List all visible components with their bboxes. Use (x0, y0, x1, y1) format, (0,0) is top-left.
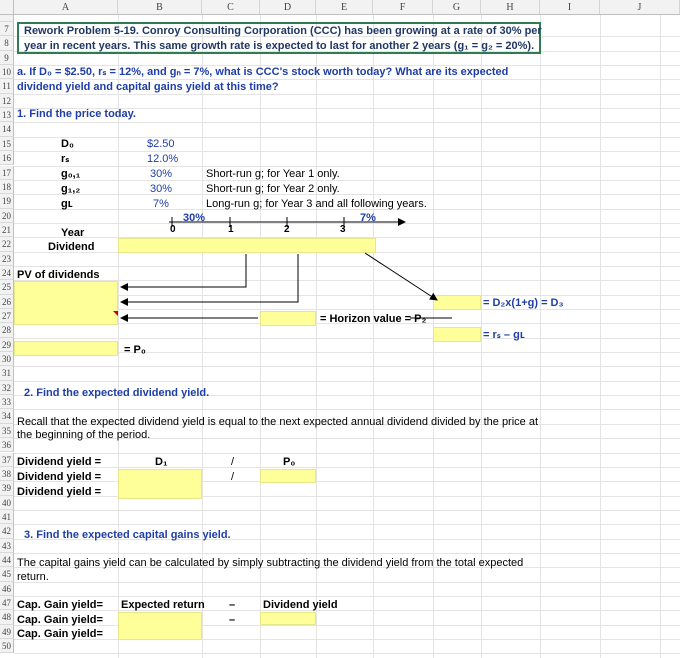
row-header[interactable]: 43 (0, 539, 14, 553)
input-label-gl: gʟ (61, 198, 73, 210)
row-header[interactable]: 45 (0, 567, 14, 581)
cap-gain-minus-2: – (229, 614, 236, 626)
input-value-d0[interactable]: $2.50 (147, 138, 175, 150)
section-2-text-1: Recall that the expected dividend yield is equal to the next expected annual dividend divided by the price at (17, 416, 539, 428)
row-header[interactable]: 32 (0, 381, 14, 395)
column-header-i[interactable]: I (540, 0, 600, 15)
row-header[interactable]: 26 (0, 295, 14, 309)
row-header[interactable]: 14 (0, 122, 14, 136)
input-label-d0: D₀ (61, 138, 74, 150)
input-value-g12[interactable]: 30% (150, 183, 173, 195)
row-header[interactable]: 17 (0, 166, 14, 180)
row-header[interactable]: 21 (0, 223, 14, 237)
dividend-yield-p0: P₀ (283, 456, 296, 468)
column-header-g[interactable]: G (433, 0, 481, 15)
row-header[interactable]: 28 (0, 323, 14, 337)
row-header[interactable]: 35 (0, 424, 14, 438)
row-header[interactable]: 38 (0, 467, 14, 481)
dividend-yield-d1: D₁ (155, 456, 168, 468)
row-header[interactable]: 8 (0, 36, 14, 50)
row-header[interactable]: 29 (0, 338, 14, 352)
price-label: = P₀ (124, 344, 146, 356)
column-header-b[interactable]: B (118, 0, 202, 15)
input-note-g12: Short-run g; for Year 2 only. (206, 183, 340, 195)
row-header[interactable]: 46 (0, 582, 14, 596)
row-header[interactable]: 15 (0, 137, 14, 151)
column-header-f[interactable]: F (373, 0, 433, 15)
timeline-year-3: 3 (340, 224, 346, 235)
pv-dividends-label: PV of dividends (17, 269, 100, 281)
cap-gain-label-2: Cap. Gain yield= (17, 614, 103, 626)
row-header[interactable]: 34 (0, 409, 14, 423)
input-label-g12: g₁,₂ (61, 183, 81, 195)
question-a-line-2: dividend yield and capital gains yield at this time? (17, 81, 279, 93)
row-header[interactable]: 27 (0, 309, 14, 323)
input-value-gl[interactable]: 7% (153, 198, 169, 210)
row-header[interactable]: 24 (0, 266, 14, 280)
cap-gain-label-3: Cap. Gain yield= (17, 628, 103, 640)
timeline-dividend-label: Dividend (48, 241, 95, 253)
input-label-g01: g₀,₁ (61, 168, 81, 180)
timeline-year-0: 0 (170, 224, 176, 235)
section-3-text-1: The capital gains yield can be calculated by simply subtracting the dividend yield from the total expected (17, 557, 524, 569)
row-header[interactable]: 44 (0, 553, 14, 567)
row-header[interactable]: 36 (0, 438, 14, 452)
row-header[interactable]: 39 (0, 481, 14, 495)
row-header[interactable]: 50 (0, 639, 14, 653)
column-header-c[interactable]: C (202, 0, 260, 15)
dividend-yield-divide-2: / (231, 471, 235, 483)
row-header[interactable]: 16 (0, 151, 14, 165)
row-header[interactable]: 41 (0, 510, 14, 524)
row-header[interactable]: 37 (0, 453, 14, 467)
dividend-yield-divide-1: / (231, 456, 235, 468)
dividend-yield-label-2: Dividend yield = (17, 471, 102, 483)
input-value-g01[interactable]: 30% (150, 168, 173, 180)
timeline-growth-short: 30% (183, 212, 206, 224)
input-label-rs: rₛ (61, 153, 70, 165)
dividend-yield-label-3: Dividend yield = (17, 486, 102, 498)
timeline-year-1: 1 (228, 224, 234, 235)
section-1-title: 1. Find the price today. (17, 108, 136, 120)
row-header[interactable]: 9 (0, 51, 14, 65)
section-2-text-2: the beginning of the period. (17, 429, 151, 441)
column-header-h[interactable]: H (481, 0, 540, 15)
row-header[interactable]: 40 (0, 496, 14, 510)
row-header[interactable]: 33 (0, 395, 14, 409)
column-header-d[interactable]: D (260, 0, 316, 15)
row-header[interactable]: 31 (0, 366, 14, 380)
row-header[interactable]: 19 (0, 194, 14, 208)
row-header[interactable]: 49 (0, 625, 14, 639)
row-header[interactable]: 7 (0, 22, 14, 36)
row-header[interactable]: 18 (0, 180, 14, 194)
row-header[interactable]: 25 (0, 280, 14, 294)
row-header[interactable]: 30 (0, 352, 14, 366)
row-header[interactable]: 48 (0, 610, 14, 624)
formula-denominator: = rₛ – gʟ (483, 329, 525, 341)
horizon-value-label: = Horizon value = P₂ (320, 313, 427, 325)
column-header-j[interactable]: J (600, 0, 680, 15)
row-header[interactable]: 11 (0, 79, 14, 93)
timeline-year-label: Year (61, 227, 85, 239)
row-header[interactable]: 12 (0, 94, 14, 108)
input-value-rs[interactable]: 12.0% (147, 153, 179, 165)
column-header-e[interactable]: E (316, 0, 373, 15)
row-header[interactable]: 10 (0, 65, 14, 79)
row-header[interactable]: 13 (0, 108, 14, 122)
row-header[interactable]: 47 (0, 596, 14, 610)
cap-gain-dividend-yield: Dividend yield (263, 599, 338, 611)
section-2-title: 2. Find the expected dividend yield. (24, 387, 210, 399)
question-a-line-1: a. If D₀ = $2.50, rₛ = 12%, and gₙ = 7%, what is CCC's stock worth today? What are its expected (17, 66, 509, 78)
dividend-yield-label-1: Dividend yield = (17, 456, 102, 468)
cap-gain-expected-return: Expected return (121, 599, 205, 611)
problem-line-2: year in recent years. This same growth rate is expected to last for another 2 years (g₁ = g₂ = 20%). (24, 40, 535, 52)
timeline-growth-long: 7% (360, 212, 376, 224)
row-header[interactable]: 22 (0, 237, 14, 251)
input-note-g01: Short-run g; for Year 1 only. (206, 168, 340, 180)
input-note-gl: Long-run g; for Year 3 and all following years. (206, 198, 427, 210)
section-3-title: 3. Find the expected capital gains yield. (24, 529, 231, 541)
row-header[interactable]: 20 (0, 209, 14, 223)
row-header[interactable]: 23 (0, 252, 14, 266)
cap-gain-label-1: Cap. Gain yield= (17, 599, 103, 611)
timeline-year-2: 2 (284, 224, 290, 235)
column-header-a[interactable]: A (14, 0, 118, 15)
section-3-text-2: return. (17, 571, 49, 583)
problem-line-1: Rework Problem 5-19. Conroy Consulting Corporation (CCC) has been growing at a rate of 30% per (24, 25, 542, 37)
formula-dividend: = D₂x(1+g) = D₃ (483, 297, 564, 309)
row-header[interactable]: 42 (0, 524, 14, 538)
cap-gain-minus-1: – (229, 599, 236, 611)
